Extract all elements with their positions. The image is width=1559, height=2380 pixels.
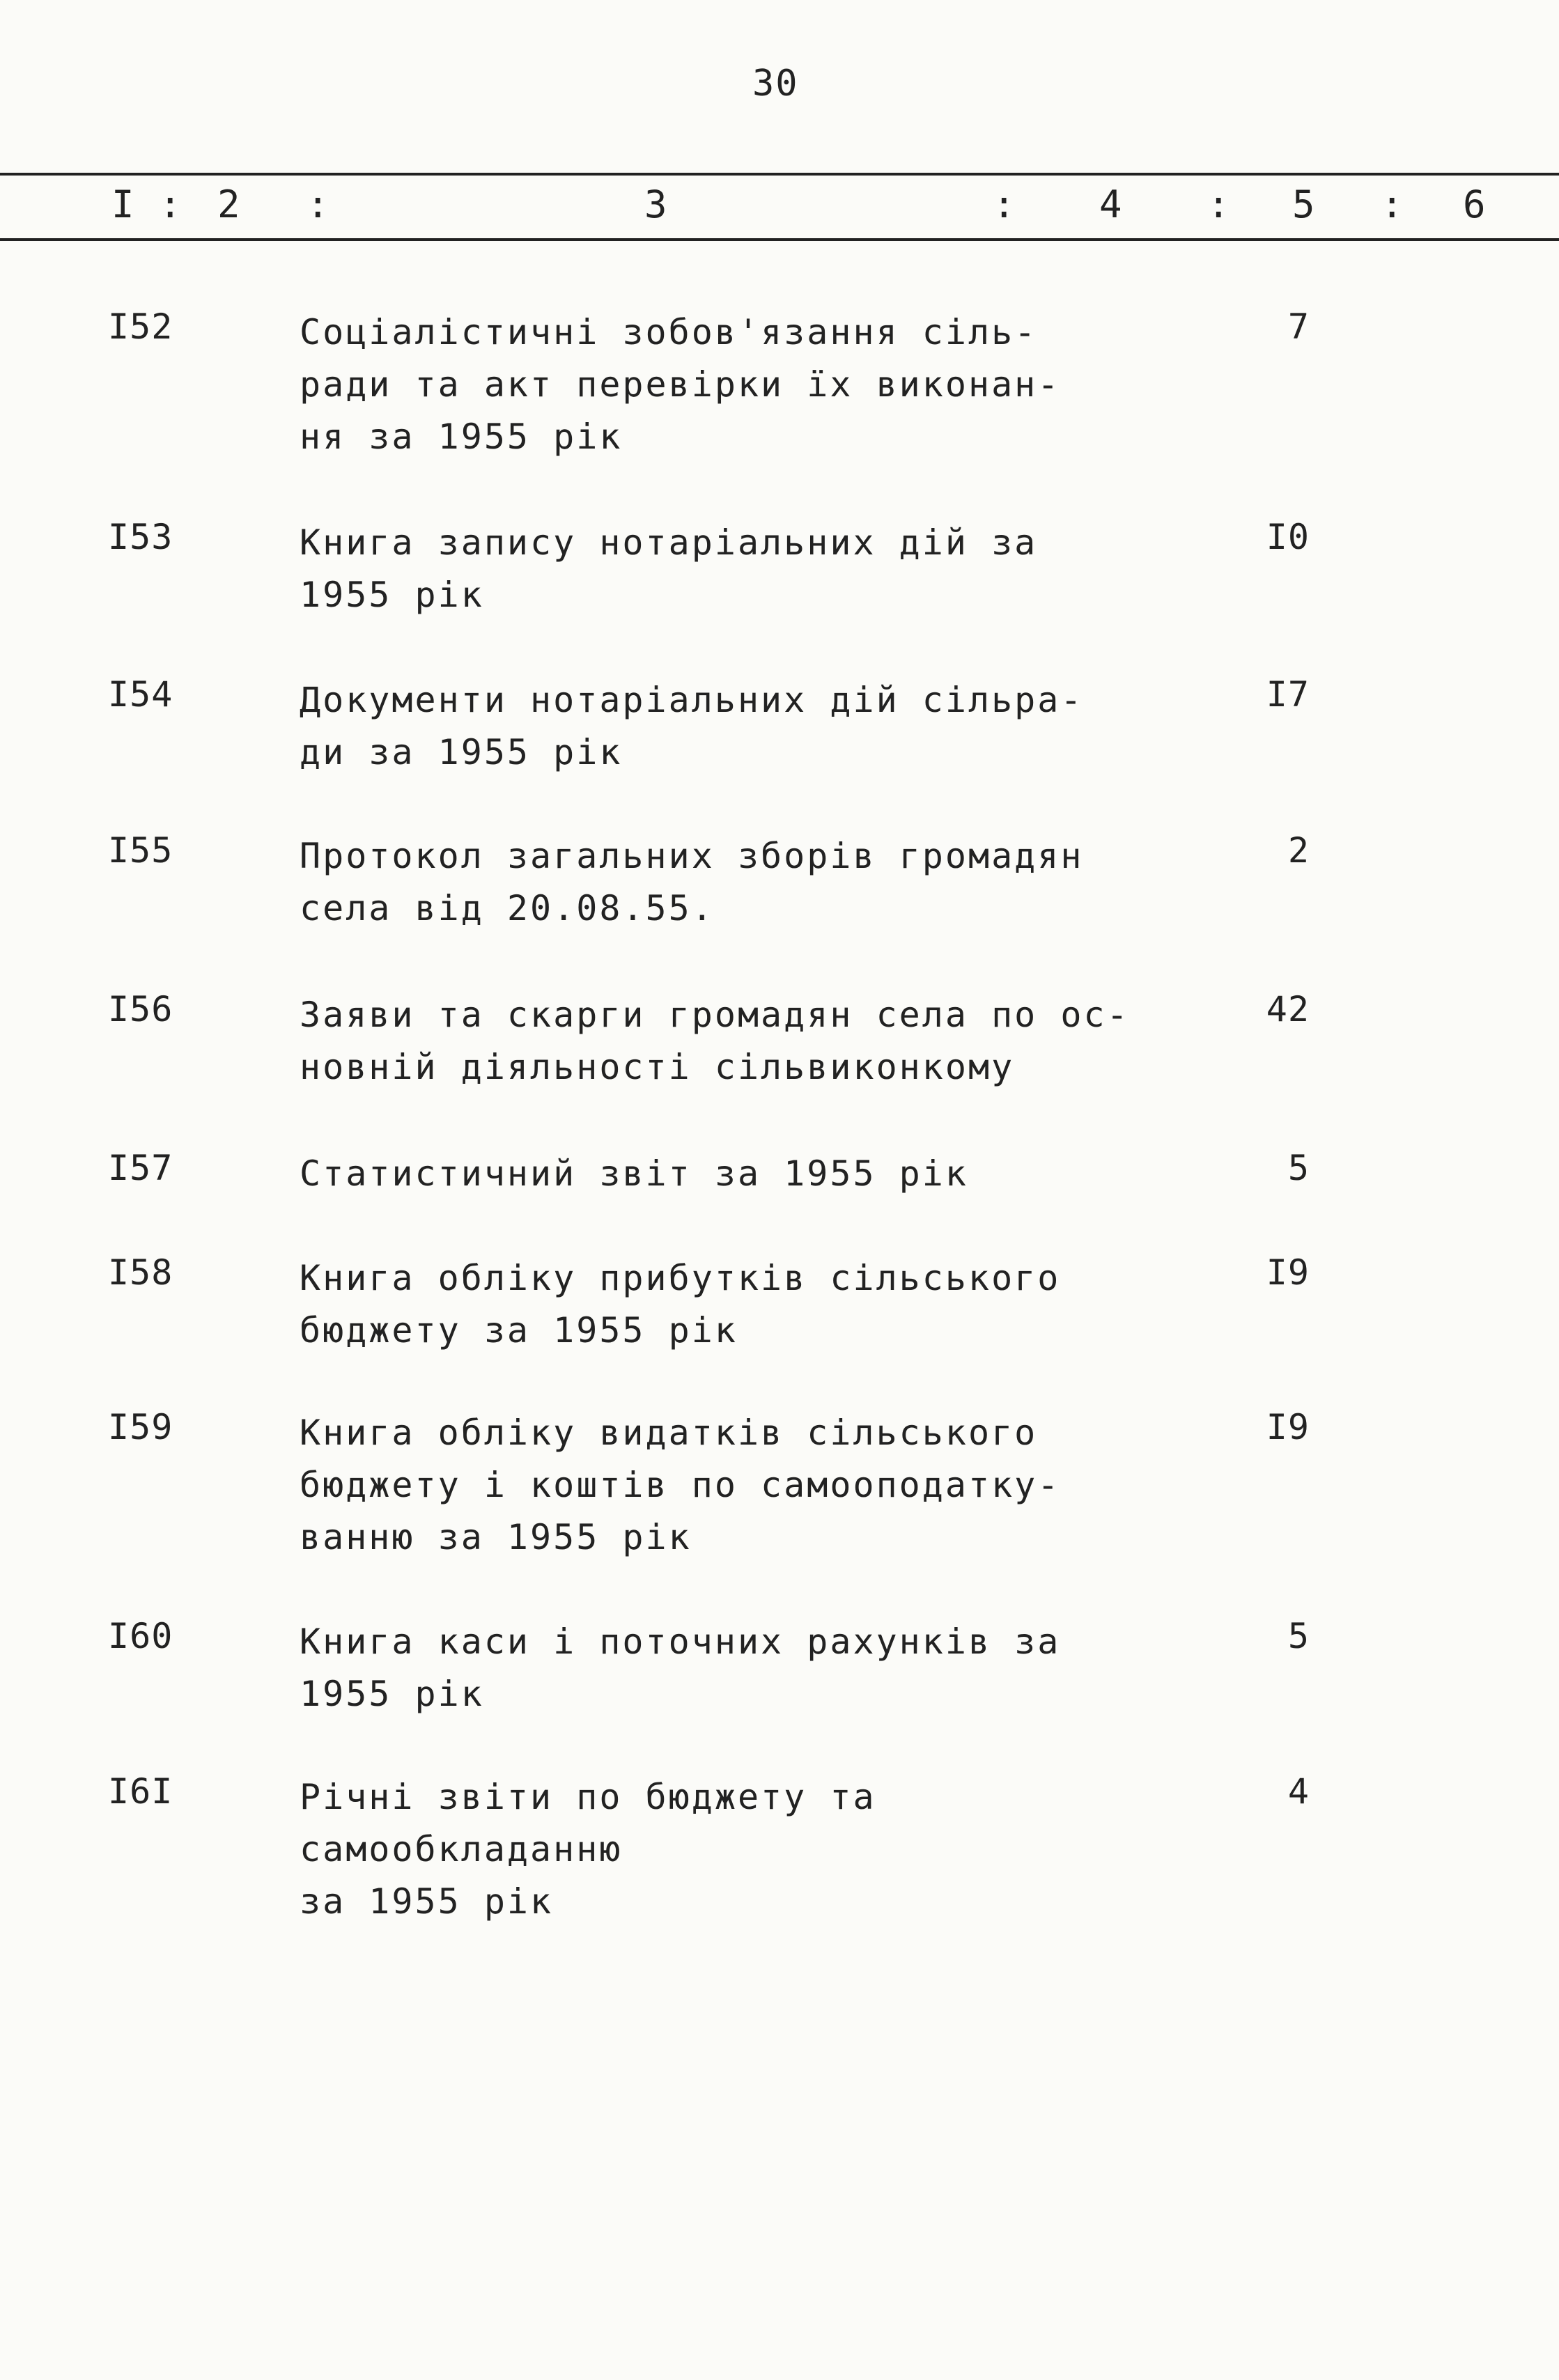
row-sheet-count: I9	[1266, 1407, 1310, 1447]
row-sheet-count: 7	[1287, 306, 1310, 347]
row-title: Річні звіти по бюджету та самообкладанню за 1955 рік	[300, 1777, 876, 1922]
header-bottom-rule	[0, 238, 1559, 241]
row-title: Книга запису нотаріальних дій за 1955 рік	[300, 522, 1038, 615]
column-header-6: 6	[1463, 182, 1486, 226]
row-title: Книга обліку прибутків сільського бюджету за 1955 рік	[300, 1258, 1061, 1351]
row-title: Книга обліку видатків сільського бюджету і коштів по самооподатку- ванню за 1955 рік	[300, 1413, 1061, 1557]
column-header-3: 3	[644, 182, 667, 226]
row-title: Статистичний звіт за 1955 рік	[300, 1153, 968, 1194]
column-separator: :	[1207, 182, 1230, 226]
column-header-1: I	[111, 182, 134, 226]
column-separator: :	[307, 182, 329, 226]
row-number: I60	[108, 1616, 173, 1656]
row-sheet-count: 4	[1287, 1771, 1310, 1812]
column-separator: :	[993, 182, 1016, 226]
row-sheet-count: 5	[1287, 1616, 1310, 1656]
row-number: I55	[108, 830, 173, 871]
row-number: I56	[108, 989, 173, 1029]
column-header-5: 5	[1292, 182, 1315, 226]
row-sheet-count: 5	[1287, 1148, 1310, 1188]
column-header-4: 4	[1099, 182, 1122, 226]
row-sheet-count: 42	[1266, 989, 1310, 1029]
row-number: I57	[108, 1148, 173, 1188]
column-header-2: 2	[217, 182, 240, 226]
row-title: Книга каси і поточних рахунків за 1955 рік	[300, 1621, 1061, 1714]
row-title: Документи нотаріальних дій сільра- ди за 1955 рік	[300, 680, 1084, 772]
column-separator: :	[159, 182, 182, 226]
row-number: I58	[108, 1252, 173, 1293]
row-title: Соціалістичні зобов'язання сіль- ради та акт перевірки їх виконан- ня за 1955 рік	[300, 312, 1061, 457]
row-sheet-count: I9	[1266, 1252, 1310, 1293]
header-top-rule	[0, 173, 1559, 176]
row-number: I6I	[108, 1771, 173, 1812]
row-number: I54	[108, 674, 173, 715]
page-number: 30	[752, 63, 799, 104]
row-sheet-count: I7	[1266, 674, 1310, 715]
row-sheet-count: I0	[1266, 517, 1310, 557]
row-sheet-count: 2	[1287, 830, 1310, 871]
row-number: I52	[108, 306, 173, 347]
row-number: I59	[108, 1407, 173, 1447]
row-number: I53	[108, 517, 173, 557]
row-title: Заяви та скарги громадян села по ос- новній діяльності сільвиконкому	[300, 995, 1130, 1087]
column-separator: :	[1381, 182, 1404, 226]
row-title: Протокол загальних зборів громадян села від 20.08.55.	[300, 836, 1084, 928]
